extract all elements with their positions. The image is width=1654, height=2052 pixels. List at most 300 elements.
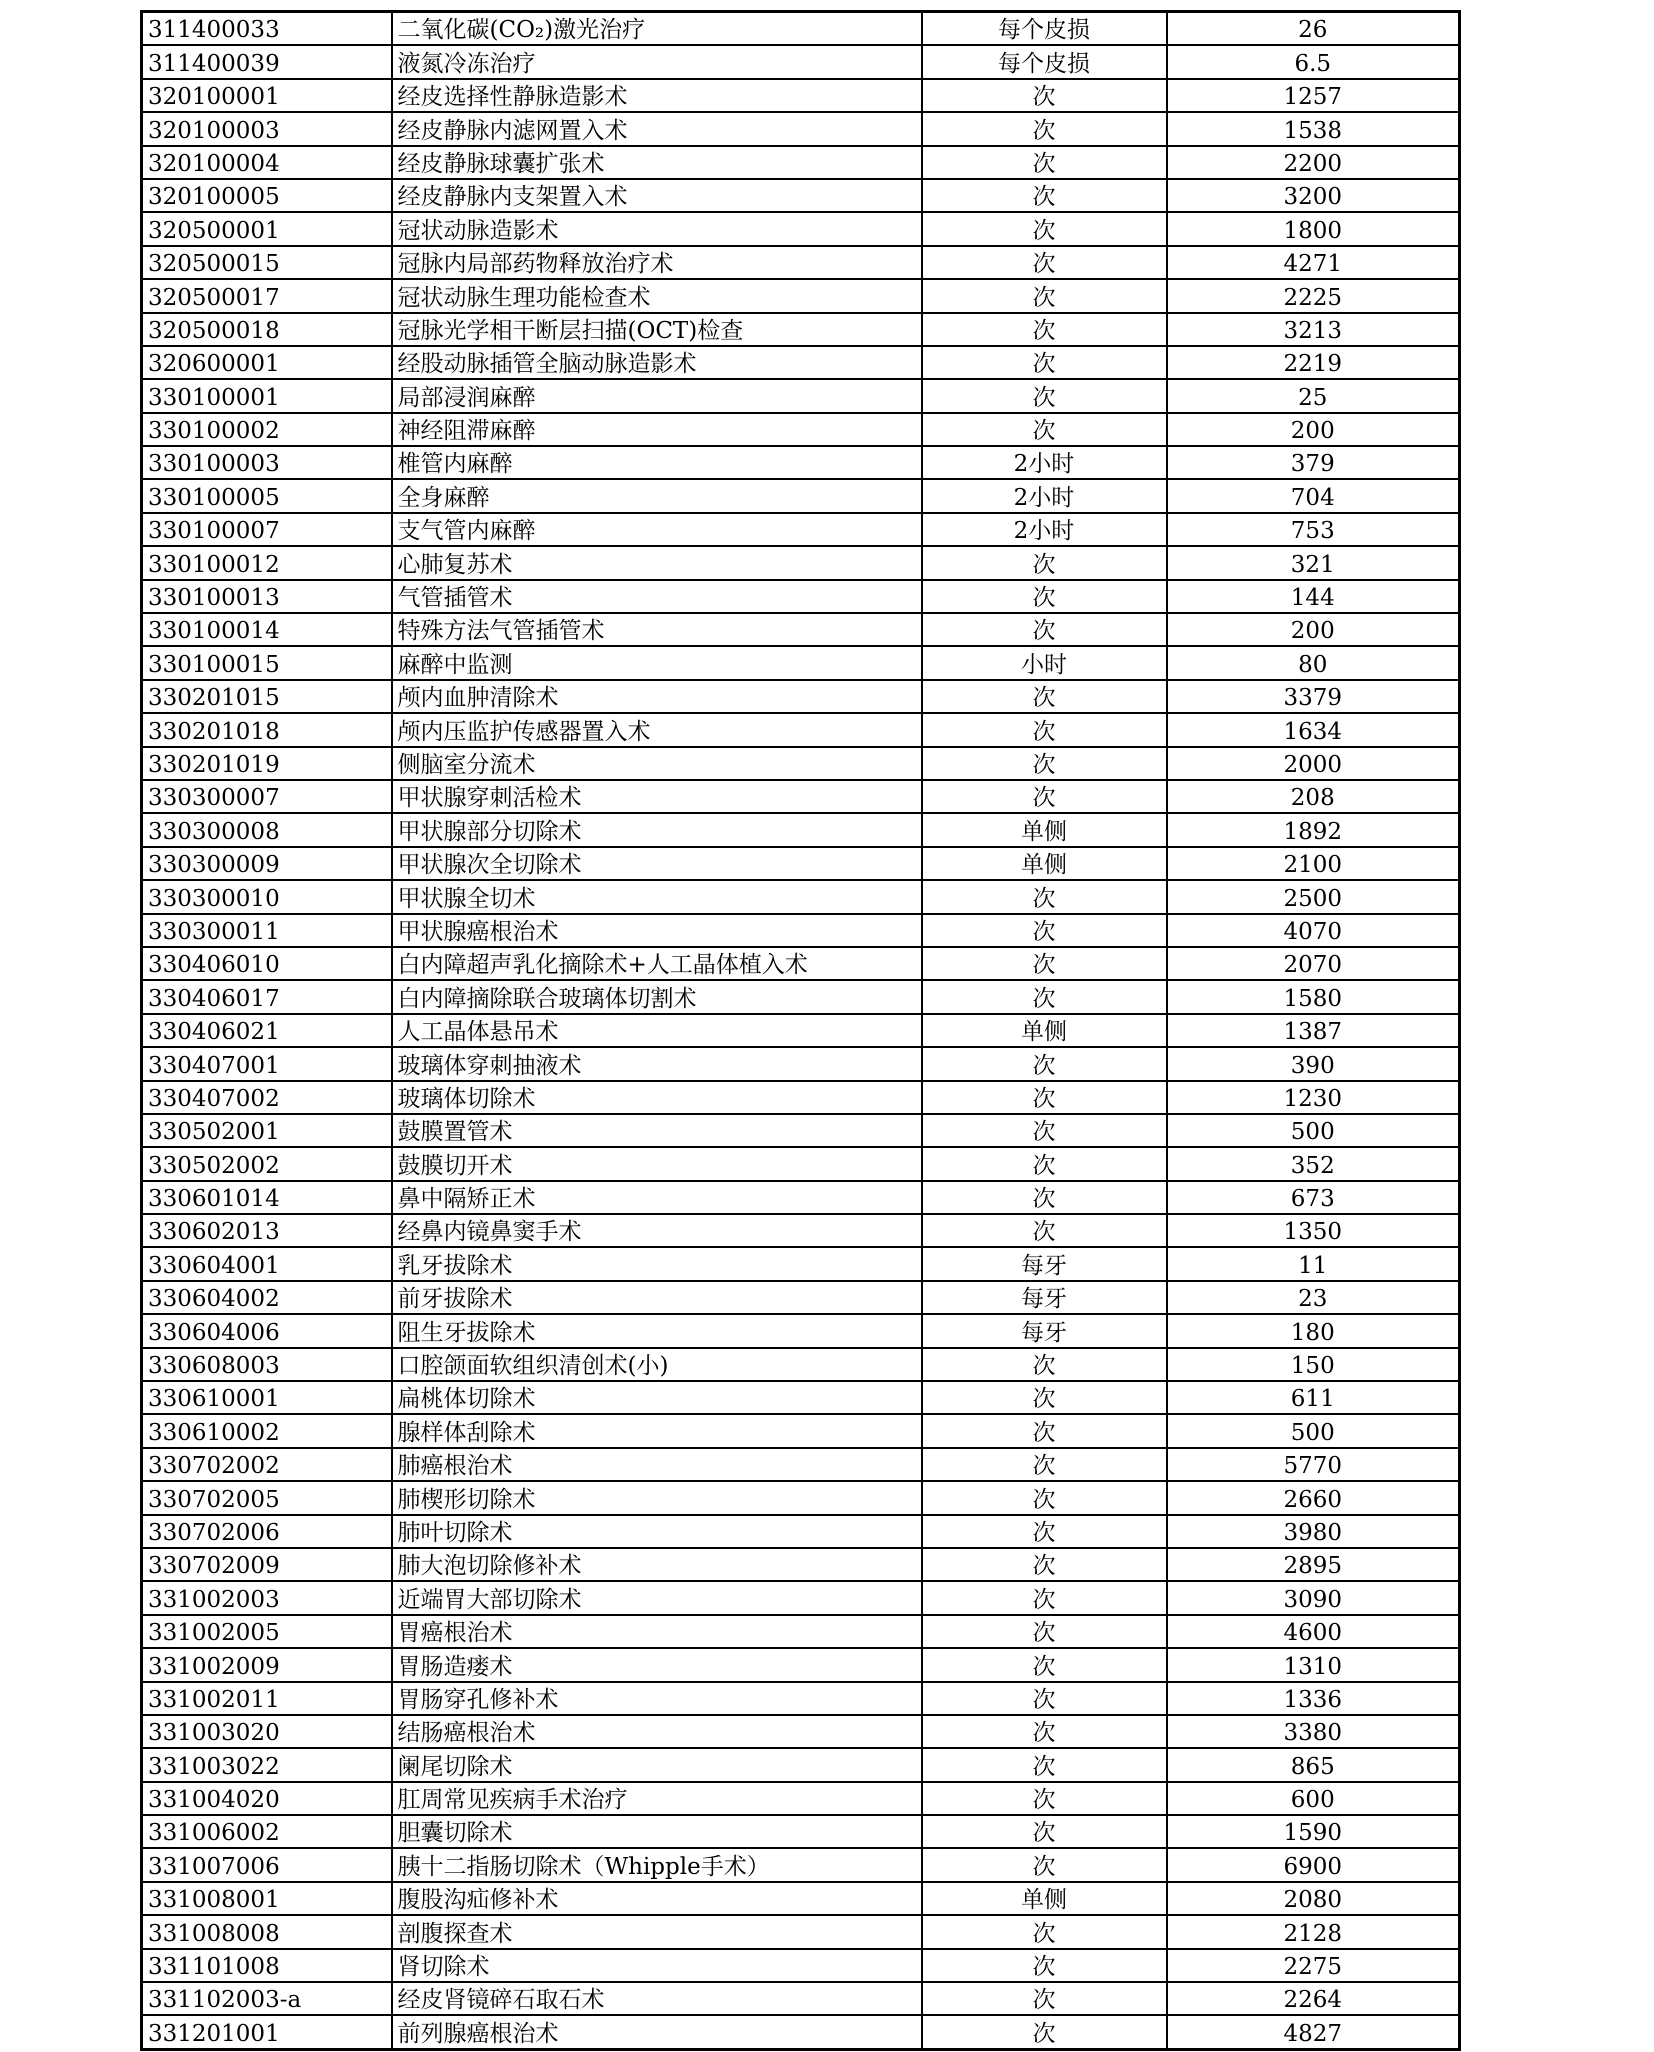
item-name-cell: 鼻中隔矫正术 <box>392 1181 922 1214</box>
item-unit-cell: 次 <box>922 1515 1167 1548</box>
table-row <box>142 1949 1460 1982</box>
table-row <box>142 1181 1460 1214</box>
item-name-cell: 全身麻醉 <box>392 479 922 512</box>
item-code-cell: 320500001 <box>142 212 392 245</box>
item-unit-cell: 次 <box>922 780 1167 813</box>
item-unit-cell: 次 <box>922 1047 1167 1080</box>
item-name-cell: 经鼻内镜鼻窦手术 <box>392 1214 922 1247</box>
item-unit-cell: 次 <box>922 1348 1167 1381</box>
item-unit-cell: 2小时 <box>922 446 1167 479</box>
item-unit-cell: 单侧 <box>922 1014 1167 1047</box>
table-row <box>142 1481 1460 1514</box>
table-row <box>142 646 1460 679</box>
item-name-cell: 腺样体刮除术 <box>392 1414 922 1447</box>
item-price-cell: 1336 <box>1167 1682 1460 1715</box>
item-code-cell: 330300011 <box>142 914 392 947</box>
item-code-cell: 330300010 <box>142 880 392 913</box>
item-price-cell: 379 <box>1167 446 1460 479</box>
item-unit-cell: 次 <box>922 1982 1167 2015</box>
table-row <box>142 613 1460 646</box>
item-unit-cell: 次 <box>922 1214 1167 1247</box>
item-code-cell: 330100005 <box>142 479 392 512</box>
item-price-cell: 2200 <box>1167 146 1460 179</box>
item-price-cell: 6900 <box>1167 1848 1460 1881</box>
item-unit-cell: 次 <box>922 1815 1167 1848</box>
table-row <box>142 880 1460 913</box>
item-name-cell: 鼓膜置管术 <box>392 1114 922 1147</box>
table-row <box>142 1081 1460 1114</box>
item-code-cell: 330604001 <box>142 1247 392 1280</box>
item-code-cell: 330610001 <box>142 1381 392 1414</box>
table-row <box>142 12 1460 46</box>
item-code-cell: 330702002 <box>142 1448 392 1481</box>
table-row <box>142 1615 1460 1648</box>
item-unit-cell: 单侧 <box>922 847 1167 880</box>
item-unit-cell: 次 <box>922 246 1167 279</box>
item-price-cell: 4827 <box>1167 2015 1460 2049</box>
item-code-cell: 331002005 <box>142 1615 392 1648</box>
item-unit-cell: 次 <box>922 1548 1167 1581</box>
table-row <box>142 947 1460 980</box>
item-unit-cell: 次 <box>922 1448 1167 1481</box>
item-code-cell: 330100002 <box>142 413 392 446</box>
table-row <box>142 747 1460 780</box>
table-row <box>142 146 1460 179</box>
item-price-cell: 2500 <box>1167 880 1460 913</box>
item-name-cell: 局部浸润麻醉 <box>392 379 922 412</box>
item-price-cell: 3380 <box>1167 1715 1460 1748</box>
item-code-cell: 320500018 <box>142 313 392 346</box>
item-name-cell: 经皮静脉内滤网置入术 <box>392 112 922 145</box>
item-name-cell: 液氮冷冻治疗 <box>392 45 922 78</box>
item-unit-cell: 次 <box>922 413 1167 446</box>
item-price-cell: 3213 <box>1167 313 1460 346</box>
item-code-cell: 320600001 <box>142 346 392 379</box>
item-code-cell: 330604006 <box>142 1314 392 1347</box>
item-price-cell: 1538 <box>1167 112 1460 145</box>
item-price-cell: 4271 <box>1167 246 1460 279</box>
item-price-cell: 2264 <box>1167 1982 1460 2015</box>
item-price-cell: 150 <box>1167 1348 1460 1381</box>
item-price-cell: 352 <box>1167 1147 1460 1180</box>
item-unit-cell: 次 <box>922 146 1167 179</box>
item-code-cell: 330100001 <box>142 379 392 412</box>
item-price-cell: 25 <box>1167 379 1460 412</box>
item-price-cell: 26 <box>1167 12 1460 46</box>
item-name-cell: 腹股沟疝修补术 <box>392 1882 922 1915</box>
item-code-cell: 331008001 <box>142 1882 392 1915</box>
table-row <box>142 580 1460 613</box>
item-name-cell: 颅内压监护传感器置入术 <box>392 713 922 746</box>
item-price-cell: 2000 <box>1167 747 1460 780</box>
item-price-cell: 1580 <box>1167 980 1460 1013</box>
item-code-cell: 330604002 <box>142 1281 392 1314</box>
item-unit-cell: 次 <box>922 1381 1167 1414</box>
item-price-cell: 2225 <box>1167 279 1460 312</box>
item-price-cell: 704 <box>1167 479 1460 512</box>
item-price-cell: 865 <box>1167 1748 1460 1781</box>
item-code-cell: 311400039 <box>142 45 392 78</box>
table-row <box>142 1448 1460 1481</box>
item-unit-cell: 小时 <box>922 646 1167 679</box>
item-price-cell: 500 <box>1167 1414 1460 1447</box>
item-name-cell: 胆囊切除术 <box>392 1815 922 1848</box>
item-name-cell: 阻生牙拔除术 <box>392 1314 922 1347</box>
table-row <box>142 1682 1460 1715</box>
item-code-cell: 330702009 <box>142 1548 392 1581</box>
item-name-cell: 经股动脉插管全脑动脉造影术 <box>392 346 922 379</box>
item-unit-cell: 每个皮损 <box>922 45 1167 78</box>
table-row <box>142 1381 1460 1414</box>
item-price-cell: 3200 <box>1167 179 1460 212</box>
item-code-cell: 330100007 <box>142 513 392 546</box>
item-code-cell: 320100001 <box>142 79 392 112</box>
item-code-cell: 330300007 <box>142 780 392 813</box>
item-code-cell: 330300009 <box>142 847 392 880</box>
item-price-cell: 1634 <box>1167 713 1460 746</box>
item-name-cell: 神经阻滞麻醉 <box>392 413 922 446</box>
table-row <box>142 1715 1460 1748</box>
item-price-cell: 1257 <box>1167 79 1460 112</box>
item-name-cell: 麻醉中监测 <box>392 646 922 679</box>
item-price-cell: 3980 <box>1167 1515 1460 1548</box>
table-row <box>142 79 1460 112</box>
item-unit-cell: 次 <box>922 1581 1167 1614</box>
table-row <box>142 1782 1460 1815</box>
table-row <box>142 212 1460 245</box>
item-unit-cell: 次 <box>922 1114 1167 1147</box>
item-name-cell: 肺癌根治术 <box>392 1448 922 1481</box>
item-unit-cell: 2小时 <box>922 513 1167 546</box>
table-row <box>142 1014 1460 1047</box>
item-code-cell: 320100003 <box>142 112 392 145</box>
item-price-cell: 180 <box>1167 1314 1460 1347</box>
item-price-cell: 753 <box>1167 513 1460 546</box>
item-price-cell: 2219 <box>1167 346 1460 379</box>
item-code-cell: 331102003-a <box>142 1982 392 2015</box>
item-code-cell: 331002011 <box>142 1682 392 1715</box>
item-unit-cell: 次 <box>922 1181 1167 1214</box>
table-row <box>142 2015 1460 2049</box>
item-price-cell: 4070 <box>1167 914 1460 947</box>
item-name-cell: 经皮静脉球囊扩张术 <box>392 146 922 179</box>
item-price-cell: 1310 <box>1167 1648 1460 1681</box>
item-unit-cell: 次 <box>922 112 1167 145</box>
item-unit-cell: 次 <box>922 880 1167 913</box>
table-row <box>142 1548 1460 1581</box>
item-name-cell: 肛周常见疾病手术治疗 <box>392 1782 922 1815</box>
item-unit-cell: 每牙 <box>922 1247 1167 1280</box>
item-unit-cell: 次 <box>922 1414 1167 1447</box>
item-unit-cell: 次 <box>922 747 1167 780</box>
table-row <box>142 914 1460 947</box>
item-code-cell: 330406021 <box>142 1014 392 1047</box>
item-price-cell: 1387 <box>1167 1014 1460 1047</box>
table-row <box>142 1114 1460 1147</box>
item-name-cell: 近端胃大部切除术 <box>392 1581 922 1614</box>
item-unit-cell: 次 <box>922 346 1167 379</box>
item-price-cell: 2660 <box>1167 1481 1460 1514</box>
table-row <box>142 1815 1460 1848</box>
item-unit-cell: 次 <box>922 713 1167 746</box>
item-name-cell: 剖腹探查术 <box>392 1915 922 1948</box>
item-unit-cell: 每牙 <box>922 1281 1167 1314</box>
item-name-cell: 侧脑室分流术 <box>392 747 922 780</box>
item-unit-cell: 次 <box>922 914 1167 947</box>
table-row <box>142 279 1460 312</box>
table-row <box>142 546 1460 579</box>
item-name-cell: 二氧化碳(CO₂)激光治疗 <box>392 12 922 46</box>
item-price-cell: 23 <box>1167 1281 1460 1314</box>
item-name-cell: 气管插管术 <box>392 580 922 613</box>
table-row <box>142 1314 1460 1347</box>
table-row <box>142 513 1460 546</box>
item-name-cell: 甲状腺全切术 <box>392 880 922 913</box>
item-name-cell: 甲状腺部分切除术 <box>392 813 922 846</box>
item-code-cell: 330100014 <box>142 613 392 646</box>
item-name-cell: 胃肠穿孔修补术 <box>392 1682 922 1715</box>
item-unit-cell: 单侧 <box>922 813 1167 846</box>
item-name-cell: 胃癌根治术 <box>392 1615 922 1648</box>
item-code-cell: 330201019 <box>142 747 392 780</box>
item-code-cell: 331003020 <box>142 1715 392 1748</box>
item-price-cell: 2895 <box>1167 1548 1460 1581</box>
table-row <box>142 780 1460 813</box>
item-price-cell: 1350 <box>1167 1214 1460 1247</box>
item-name-cell: 人工晶体悬吊术 <box>392 1014 922 1047</box>
item-price-cell: 200 <box>1167 613 1460 646</box>
item-code-cell: 330610002 <box>142 1414 392 1447</box>
item-name-cell: 胃肠造瘘术 <box>392 1648 922 1681</box>
item-unit-cell: 次 <box>922 947 1167 980</box>
item-price-cell: 2128 <box>1167 1915 1460 1948</box>
table-row <box>142 1247 1460 1280</box>
item-price-cell: 1800 <box>1167 212 1460 245</box>
item-name-cell: 玻璃体切除术 <box>392 1081 922 1114</box>
item-name-cell: 结肠癌根治术 <box>392 1715 922 1748</box>
item-name-cell: 冠脉光学相干断层扫描(OCT)检查 <box>392 313 922 346</box>
item-name-cell: 冠状动脉造影术 <box>392 212 922 245</box>
table-row <box>142 313 1460 346</box>
price-table-body <box>142 12 1460 2050</box>
item-unit-cell: 次 <box>922 1715 1167 1748</box>
item-price-cell: 4600 <box>1167 1615 1460 1648</box>
table-row <box>142 1281 1460 1314</box>
item-name-cell: 前列腺癌根治术 <box>392 2015 922 2049</box>
item-name-cell: 扁桃体切除术 <box>392 1381 922 1414</box>
table-row <box>142 112 1460 145</box>
table-row <box>142 1214 1460 1247</box>
item-price-cell: 611 <box>1167 1381 1460 1414</box>
item-code-cell: 331201001 <box>142 2015 392 2049</box>
item-name-cell: 肺楔形切除术 <box>392 1481 922 1514</box>
item-unit-cell: 每个皮损 <box>922 12 1167 46</box>
item-code-cell: 330100013 <box>142 580 392 613</box>
item-price-cell: 321 <box>1167 546 1460 579</box>
item-code-cell: 330100003 <box>142 446 392 479</box>
item-unit-cell: 次 <box>922 680 1167 713</box>
item-code-cell: 330407002 <box>142 1081 392 1114</box>
item-unit-cell: 次 <box>922 1848 1167 1881</box>
item-unit-cell: 次 <box>922 1949 1167 1982</box>
item-code-cell: 330502001 <box>142 1114 392 1147</box>
item-code-cell: 331002003 <box>142 1581 392 1614</box>
item-unit-cell: 次 <box>922 1648 1167 1681</box>
item-name-cell: 经皮肾镜碎石取石术 <box>392 1982 922 2015</box>
item-unit-cell: 次 <box>922 980 1167 1013</box>
item-code-cell: 330702005 <box>142 1481 392 1514</box>
table-row <box>142 1848 1460 1881</box>
item-code-cell: 331101008 <box>142 1949 392 1982</box>
table-row <box>142 1748 1460 1781</box>
item-unit-cell: 次 <box>922 1481 1167 1514</box>
item-code-cell: 330201018 <box>142 713 392 746</box>
item-name-cell: 椎管内麻醉 <box>392 446 922 479</box>
item-price-cell: 11 <box>1167 1247 1460 1280</box>
item-code-cell: 330702006 <box>142 1515 392 1548</box>
item-code-cell: 331002009 <box>142 1648 392 1681</box>
item-code-cell: 320500017 <box>142 279 392 312</box>
item-name-cell: 玻璃体穿刺抽液术 <box>392 1047 922 1080</box>
item-unit-cell: 次 <box>922 546 1167 579</box>
item-code-cell: 330100012 <box>142 546 392 579</box>
table-row <box>142 980 1460 1013</box>
item-price-cell: 2070 <box>1167 947 1460 980</box>
item-unit-cell: 次 <box>922 1748 1167 1781</box>
item-price-cell: 1230 <box>1167 1081 1460 1114</box>
item-name-cell: 胰十二指肠切除术（Whipple手术） <box>392 1848 922 1881</box>
table-row <box>142 1982 1460 2015</box>
item-code-cell: 320500015 <box>142 246 392 279</box>
table-row <box>142 1515 1460 1548</box>
table-row <box>142 246 1460 279</box>
item-name-cell: 白内障摘除联合玻璃体切割术 <box>392 980 922 1013</box>
item-unit-cell: 次 <box>922 79 1167 112</box>
item-price-cell: 1590 <box>1167 1815 1460 1848</box>
item-unit-cell: 次 <box>922 1915 1167 1948</box>
item-price-cell: 3379 <box>1167 680 1460 713</box>
table-row <box>142 379 1460 412</box>
item-price-cell: 80 <box>1167 646 1460 679</box>
item-code-cell: 330502002 <box>142 1147 392 1180</box>
item-unit-cell: 次 <box>922 179 1167 212</box>
table-row <box>142 847 1460 880</box>
item-name-cell: 特殊方法气管插管术 <box>392 613 922 646</box>
item-price-cell: 2275 <box>1167 1949 1460 1982</box>
item-code-cell: 330100015 <box>142 646 392 679</box>
table-row <box>142 45 1460 78</box>
table-row <box>142 1915 1460 1948</box>
item-name-cell: 乳牙拔除术 <box>392 1247 922 1280</box>
item-name-cell: 支气管内麻醉 <box>392 513 922 546</box>
table-row <box>142 1348 1460 1381</box>
item-unit-cell: 单侧 <box>922 1882 1167 1915</box>
item-name-cell: 前牙拔除术 <box>392 1281 922 1314</box>
item-unit-cell: 次 <box>922 212 1167 245</box>
table-row <box>142 413 1460 446</box>
price-table <box>140 10 1461 2051</box>
item-price-cell: 144 <box>1167 580 1460 613</box>
item-unit-cell: 次 <box>922 1782 1167 1815</box>
item-name-cell: 肺叶切除术 <box>392 1515 922 1548</box>
item-price-cell: 2080 <box>1167 1882 1460 1915</box>
item-code-cell: 320100004 <box>142 146 392 179</box>
item-name-cell: 冠脉内局部药物释放治疗术 <box>392 246 922 279</box>
item-unit-cell: 次 <box>922 379 1167 412</box>
item-unit-cell: 每牙 <box>922 1314 1167 1347</box>
item-code-cell: 331006002 <box>142 1815 392 1848</box>
item-unit-cell: 次 <box>922 1147 1167 1180</box>
item-code-cell: 311400033 <box>142 12 392 46</box>
item-name-cell: 颅内血肿清除术 <box>392 680 922 713</box>
item-code-cell: 330602013 <box>142 1214 392 1247</box>
item-code-cell: 330406017 <box>142 980 392 1013</box>
item-name-cell: 经皮选择性静脉造影术 <box>392 79 922 112</box>
table-row <box>142 1047 1460 1080</box>
item-code-cell: 330201015 <box>142 680 392 713</box>
table-row <box>142 446 1460 479</box>
item-unit-cell: 次 <box>922 613 1167 646</box>
item-unit-cell: 2小时 <box>922 479 1167 512</box>
table-row <box>142 813 1460 846</box>
item-price-cell: 6.5 <box>1167 45 1460 78</box>
item-code-cell: 330601014 <box>142 1181 392 1214</box>
item-price-cell: 200 <box>1167 413 1460 446</box>
item-unit-cell: 次 <box>922 1081 1167 1114</box>
item-unit-cell: 次 <box>922 1615 1167 1648</box>
item-code-cell: 331007006 <box>142 1848 392 1881</box>
item-name-cell: 冠状动脉生理功能检查术 <box>392 279 922 312</box>
item-code-cell: 331003022 <box>142 1748 392 1781</box>
item-code-cell: 330407001 <box>142 1047 392 1080</box>
item-name-cell: 口腔颌面软组织清创术(小) <box>392 1348 922 1381</box>
item-price-cell: 600 <box>1167 1782 1460 1815</box>
item-code-cell: 331004020 <box>142 1782 392 1815</box>
item-unit-cell: 次 <box>922 580 1167 613</box>
item-price-cell: 390 <box>1167 1047 1460 1080</box>
item-name-cell: 甲状腺穿刺活检术 <box>392 780 922 813</box>
item-name-cell: 经皮静脉内支架置入术 <box>392 179 922 212</box>
table-row <box>142 1414 1460 1447</box>
item-name-cell: 甲状腺癌根治术 <box>392 914 922 947</box>
item-unit-cell: 次 <box>922 313 1167 346</box>
item-name-cell: 甲状腺次全切除术 <box>392 847 922 880</box>
item-unit-cell: 次 <box>922 2015 1167 2049</box>
item-price-cell: 5770 <box>1167 1448 1460 1481</box>
item-code-cell: 330608003 <box>142 1348 392 1381</box>
table-row <box>142 179 1460 212</box>
table-row <box>142 1648 1460 1681</box>
table-row <box>142 680 1460 713</box>
item-name-cell: 白内障超声乳化摘除术+人工晶体植入术 <box>392 947 922 980</box>
item-name-cell: 肺大泡切除修补术 <box>392 1548 922 1581</box>
item-price-cell: 500 <box>1167 1114 1460 1147</box>
item-name-cell: 鼓膜切开术 <box>392 1147 922 1180</box>
table-row <box>142 1882 1460 1915</box>
table-row <box>142 713 1460 746</box>
table-row <box>142 346 1460 379</box>
item-code-cell: 320100005 <box>142 179 392 212</box>
item-unit-cell: 次 <box>922 1682 1167 1715</box>
item-name-cell: 阑尾切除术 <box>392 1748 922 1781</box>
item-price-cell: 208 <box>1167 780 1460 813</box>
table-row <box>142 1581 1460 1614</box>
item-price-cell: 673 <box>1167 1181 1460 1214</box>
table-row <box>142 479 1460 512</box>
item-name-cell: 心肺复苏术 <box>392 546 922 579</box>
item-price-cell: 3090 <box>1167 1581 1460 1614</box>
item-price-cell: 1892 <box>1167 813 1460 846</box>
